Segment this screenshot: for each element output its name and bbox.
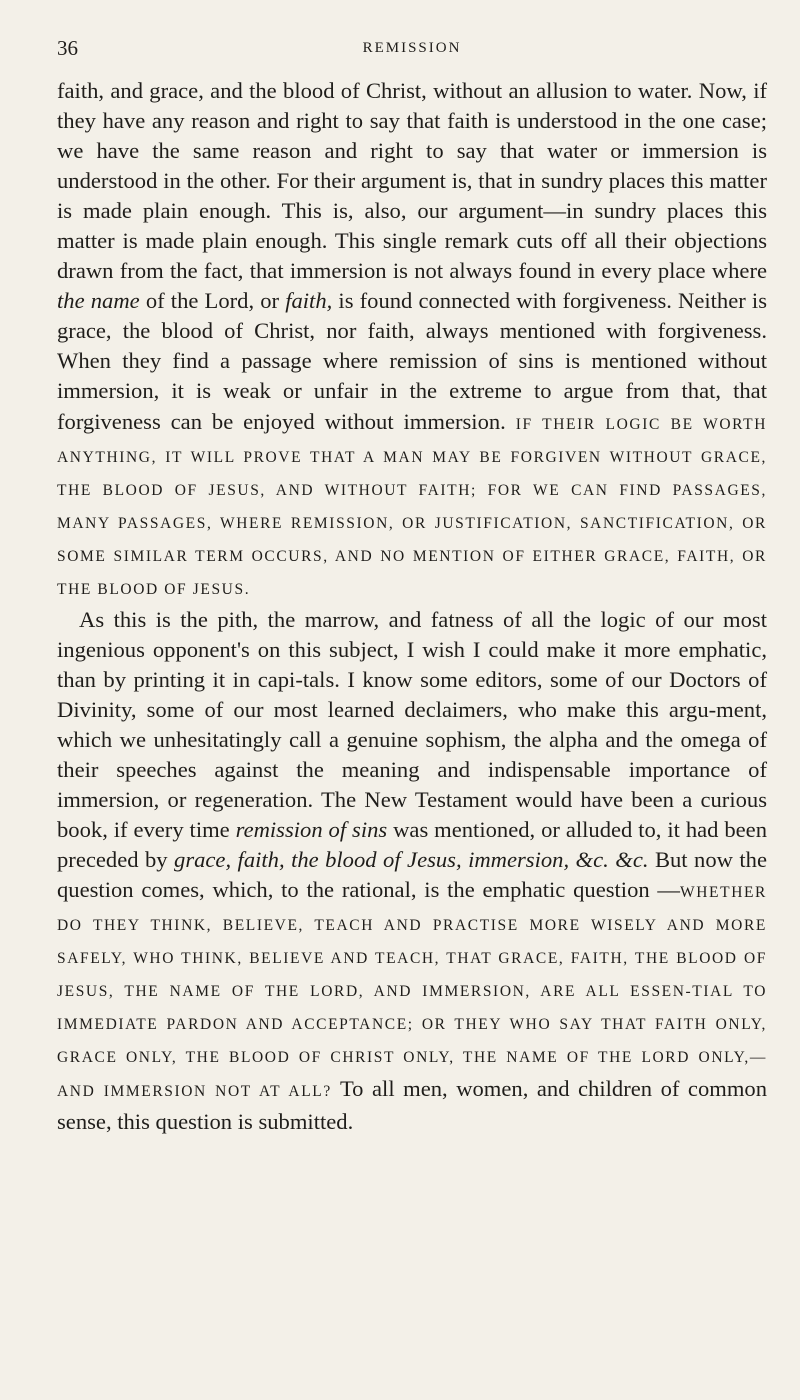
italic-segment: the name [57,288,140,314]
small-caps-segment: IF THEIR LOGIC BE WORTH ANYTHING, IT WILL PROVE THAT A MAN MAY BE FORGIVEN WITHOUT GRACE, THE BLOOD OF JESUS, AND WITHOUT FAITH; FOR WE CAN FIND PASSAGES, MANY PASSAGES, WHERE REMISSION, OR JUSTIFICATION, SANCTIFICATION, OR SOME SIMILAR TERM OCCURS, AND NO MENTION OF EITHER GRACE, FAITH, OR THE BLOOD OF JESUS. [57,415,767,598]
running-head: REMISSION [362,40,462,56]
page-header [57,36,767,76]
italic-segment: grace, faith, the blood of Jesus, immersion, &c. &c. [174,847,649,873]
page-number: 36 [57,36,78,60]
text-segment: of the Lord, or [139,288,286,314]
italic-segment: faith, [285,288,333,314]
text-segment: As this is the pith, the marrow, and fatness of all the logic of our most ingenious opponent's on this subject, I wish I could make it more emphatic, than by printing it in capi-tals. I know some editors, some of our Doctors of Divinity, some of our most learned declaimers, who make this argu-ment, which we unhesitatingly call a genuine sophism, the alpha and the omega of their speeches against the meaning and indispensable importance of immersion, or regeneration. The New Testament would have been a curious book, if every time [57,606,767,843]
small-caps-segment: WHETHER DO THEY THINK, BELIEVE, TEACH AND PRACTISE MORE WISELY AND MORE SAFELY, WHO THINK, BELIEVE AND TEACH, THAT GRACE, FAITH, THE BLOOD OF JESUS, THE NAME OF THE LORD, AND IMMERSION, ARE ALL ESSEN-TIAL TO IMMEDIATE PARDON AND ACCEPTANCE; OR THEY WHO SAY THAT FAITH ONLY, GRACE ONLY, THE BLOOD OF CHRIST ONLY, THE NAME OF THE LORD ONLY,—AND IMMERSION NOT AT ALL? [57,884,767,1100]
body-text [57,76,767,1137]
paragraph-1 [57,76,767,605]
book-page [57,36,767,1137]
italic-segment: remission of sins [235,817,388,843]
text-segment: was mentioned, or alluded to, it had been preceded by [57,817,768,873]
paragraph-2 [57,605,767,1137]
text-segment: faith, and grace, and the blood of Christ, without an allusion to water. Now, if they have any reason and right to say that faith is understood in the one case; we have the same reason and right to say that water or immersion is understood in the other. For their argument is, that in sundry places this matter is made plain enough. This is, also, our argument—in sundry places this matter is made plain enough. This single remark cuts off all their objections drawn from the fact, that immersion is not always found in every place where [57,78,767,284]
text-segment: To all men, women, and children of common sense, this question is submitted. [57,1075,767,1134]
text-segment: But now the question comes, which, to the rational, is the emphatic question — [57,847,767,903]
text-segment: is found connected with forgiveness. Neither is grace, the blood of Christ, nor faith, always mentioned with forgiveness. When they find a passage where remission of sins is mentioned without immersion, it is weak or unfair in the extreme to argue from that, that forgiveness can be enjoyed without immersion. [57,288,767,434]
